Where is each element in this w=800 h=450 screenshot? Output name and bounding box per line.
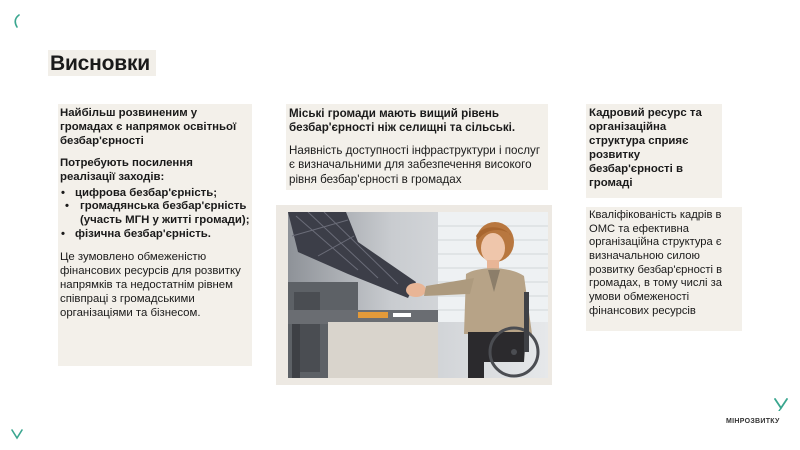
box-body: Кваліфікованість кадрів в ОМС та ефективна організаційна структура є визначальною силою розвитку безбар'єрності в громадах, в тому числі за умови обмеженості фінансових ресурсів [589, 209, 723, 317]
conclusion-box-education [58, 104, 252, 366]
conclusion-box-staff-detail [586, 207, 742, 331]
bullet-icon: • [61, 228, 65, 241]
list-item: • цифрова безбар'єрність; [61, 186, 218, 199]
handshake-icon [406, 283, 426, 297]
brand-mark-icon [11, 428, 23, 440]
conclusion-box-staff [586, 104, 722, 198]
box-heading: Кадровий ресурс та організаційна структура сприяє розвитку безбар'єрності в громаді [589, 107, 702, 189]
handshake-photo [288, 212, 548, 378]
conclusion-box-urban [286, 104, 548, 190]
box-body: Це зумовлено обмеженістю фінансових ресурсів для розвитку напрямків та недостатнім рівнем співпраці з громадськими організаціями та бізнесом. [60, 251, 241, 319]
list-item: • громадянська безбар'єрність (участь МГН у житті громади); [65, 200, 250, 227]
needs-label: Потребують посилення реалізації заходів: [60, 156, 193, 183]
brand-mark-icon [774, 397, 788, 411]
brand-logo-text: МІНРОЗВИТКУ [726, 418, 780, 425]
bullet-icon: • [65, 200, 69, 213]
box-heading: Міські громади мають вищий рівень безбар'єрності ніж селищні та сільські. [289, 107, 516, 135]
bullet-icon: • [61, 186, 65, 199]
box-heading: Найбільш розвиненим у громадах є напрямок освітньої безбар'єрності [60, 107, 237, 147]
box-body: Наявність доступності інфраструктури і послуг є визначальними для забезпечення високого рівня безбар'єрності в громадах [289, 144, 541, 186]
brand-mark-icon [12, 14, 22, 28]
page-title: Висновки [48, 50, 156, 76]
list-item: • фізична безбар'єрність. [61, 228, 211, 241]
bullet-list [60, 187, 250, 243]
